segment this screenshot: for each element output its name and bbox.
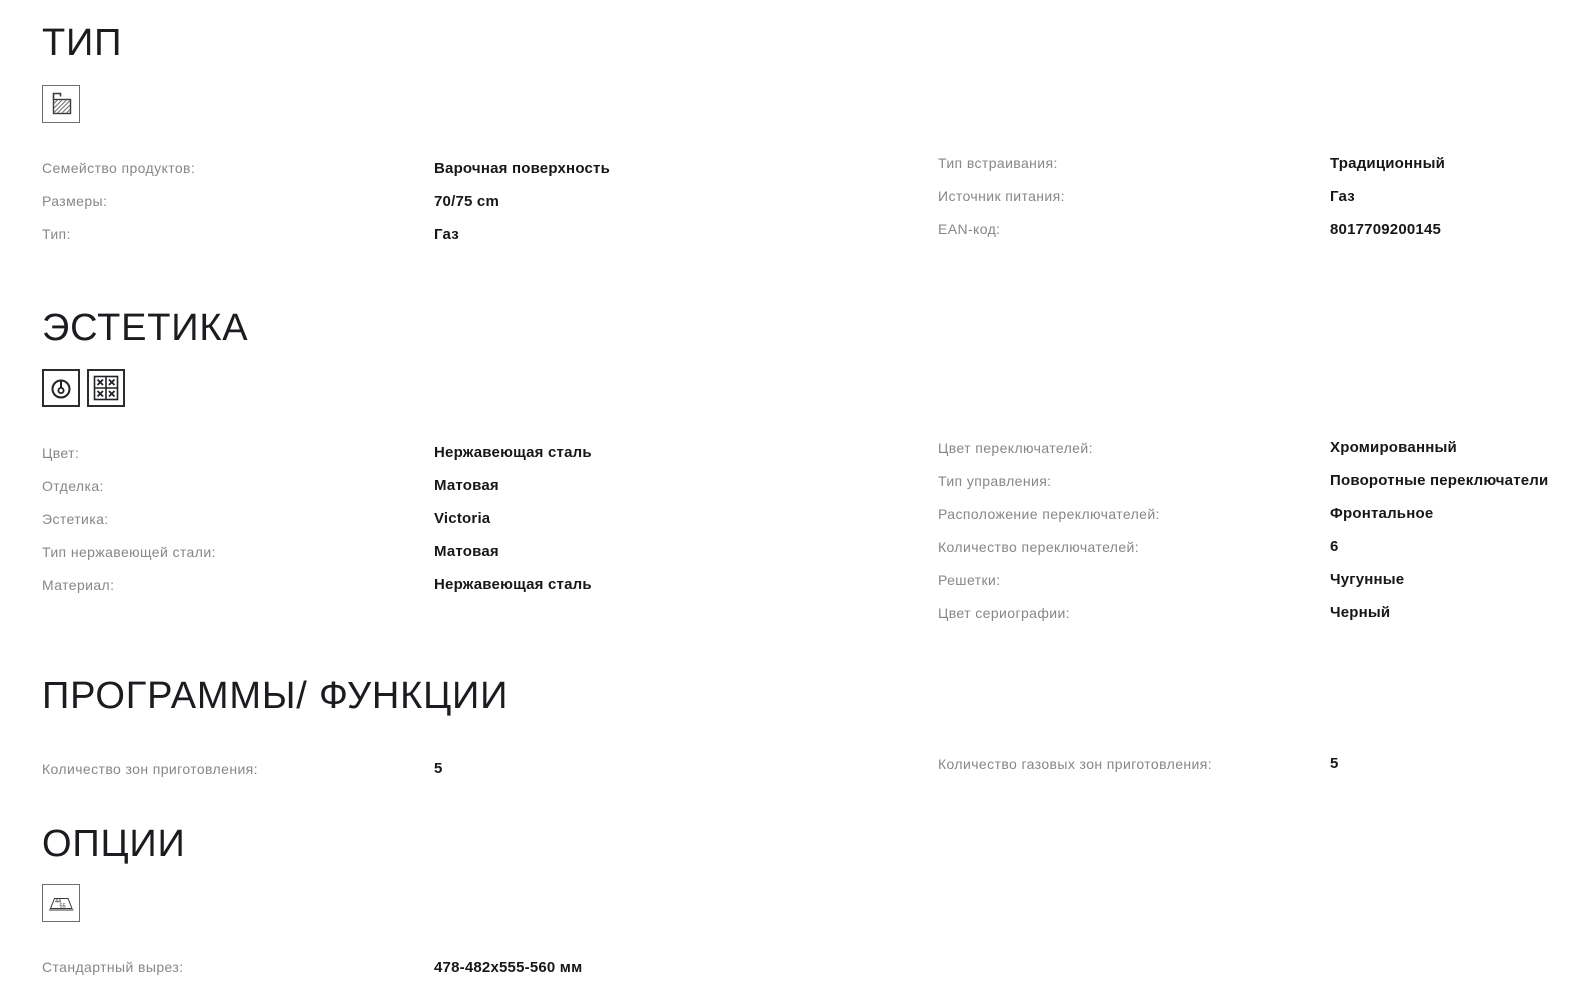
spec-label: Решетки: — [938, 571, 1001, 588]
section-esthetics-grid — [42, 431, 1564, 629]
spec-row — [938, 497, 1564, 530]
spec-value: Фронтальное — [1330, 505, 1434, 523]
spec-label: Тип встраивания: — [938, 155, 1058, 172]
built-in-hob-icon — [42, 85, 80, 123]
spec-value: Матовая — [434, 477, 499, 495]
spec-label: Тип нержавеющей стали: — [42, 543, 216, 560]
section-title-programs: ПРОГРАММЫ/ ФУНКЦИИ — [42, 675, 509, 718]
spec-label: Цвет переключателей: — [938, 439, 1093, 456]
spec-label: Материал: — [42, 576, 115, 593]
spec-value: Матовая — [434, 543, 499, 561]
spec-row — [42, 218, 938, 251]
spec-value: Газ — [1330, 187, 1355, 205]
spec-value: Нержавеющая сталь — [434, 576, 592, 594]
spec-value: 5 — [1330, 755, 1339, 773]
spec-row — [938, 596, 1564, 629]
spec-label: Цвет сериографии: — [938, 604, 1070, 621]
spec-row — [42, 568, 938, 601]
spec-row — [938, 431, 1564, 464]
spec-label: Тип: — [42, 226, 71, 243]
section-programs-grid — [42, 747, 1564, 785]
section-type-icons — [42, 85, 1564, 125]
spec-label: Размеры: — [42, 193, 108, 210]
spec-label: Стандартный вырез: — [42, 959, 184, 976]
spec-row — [938, 213, 1564, 246]
spec-row — [938, 747, 1564, 780]
spec-row — [938, 180, 1564, 213]
spec-value: 5 — [434, 760, 443, 778]
spec-row — [42, 502, 938, 535]
spec-label: Количество зон приготовления: — [42, 760, 258, 777]
spec-label: Количество переключателей: — [938, 538, 1140, 555]
spec-value: Варочная поверхность — [434, 159, 610, 177]
spec-row — [42, 752, 938, 785]
section-programs-functions — [42, 675, 1564, 785]
cutout-dimensions-icon — [42, 884, 80, 922]
section-options-grid — [42, 946, 1564, 984]
spec-value: Victoria — [434, 510, 491, 528]
spec-label: EAN-код: — [938, 221, 1001, 238]
spec-row — [42, 951, 938, 984]
spec-value: 478-482x555-560 мм — [434, 958, 583, 976]
spec-value: 8017709200145 — [1330, 220, 1442, 238]
section-title-esthetics: ЭСТЕТИКА — [42, 306, 249, 349]
section-esthetics — [42, 307, 1564, 630]
spec-value: 70/75 cm — [434, 192, 499, 210]
pan-grate-icon — [87, 369, 125, 407]
spec-row — [938, 563, 1564, 596]
spec-value: Черный — [1330, 604, 1391, 622]
spec-row — [938, 147, 1564, 180]
spec-label: Количество газовых зон приготовления: — [938, 755, 1213, 772]
svg-text:55: 55 — [59, 903, 66, 910]
spec-row — [42, 469, 938, 502]
spec-value: Нержавеющая сталь — [434, 444, 592, 462]
spec-row — [42, 185, 938, 218]
spec-label: Тип управления: — [938, 472, 1052, 489]
spec-label: Источник питания: — [938, 188, 1065, 205]
section-type-grid — [42, 147, 1564, 251]
control-knob-icon — [42, 369, 80, 407]
spec-row — [938, 530, 1564, 563]
spec-label: Расположение переключателей: — [938, 505, 1160, 522]
spec-value: Газ — [434, 225, 459, 243]
spec-label: Семейство продуктов: — [42, 160, 196, 177]
section-esthetics-icons — [42, 369, 1564, 409]
section-type — [42, 22, 1564, 251]
spec-row — [938, 464, 1564, 497]
section-title-options: ОПЦИИ — [42, 823, 186, 866]
spec-value: 6 — [1330, 538, 1339, 556]
spec-label: Эстетика: — [42, 510, 109, 527]
spec-value: Традиционный — [1330, 154, 1445, 172]
section-options — [42, 823, 1564, 984]
spec-row — [42, 436, 938, 469]
spec-label: Цвет: — [42, 444, 80, 461]
spec-value: Чугунные — [1330, 571, 1405, 589]
spec-value: Хромированный — [1330, 439, 1457, 457]
spec-row — [42, 152, 938, 185]
spec-value: Поворотные переключатели — [1330, 472, 1549, 490]
section-options-icons — [42, 884, 1564, 924]
svg-text:44: 44 — [55, 898, 62, 905]
spec-row — [42, 535, 938, 568]
spec-label: Отделка: — [42, 477, 104, 494]
section-title-type: ТИП — [42, 22, 123, 64]
